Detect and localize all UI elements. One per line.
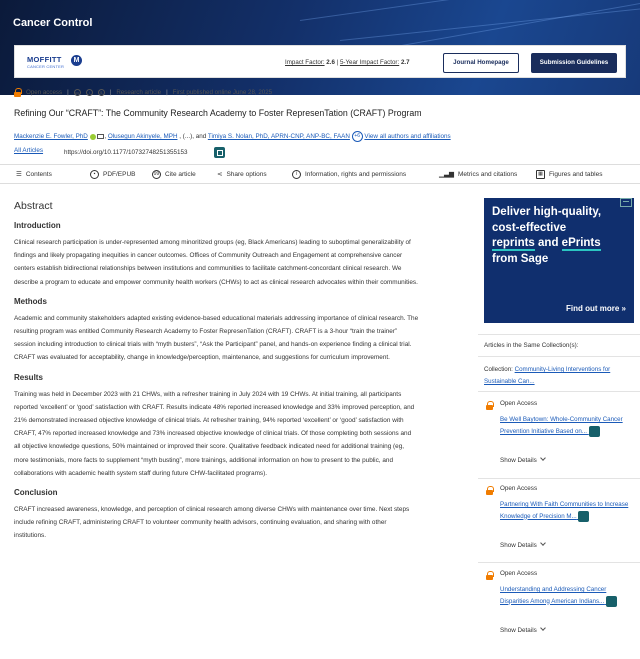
show-details-toggle[interactable] xyxy=(500,626,545,634)
results-text: Training was held in December 2023 with 21 CHWs, with a refresher training in July 2024 with 19 CHWs. At initial training, all participants reported ‘excellent’ or ‘good’ satisfaction with CRAFT. Results indicate 48% reported increased knowledge and 33% improved perception, and 21% demonstrated increased objective knowledge of clinical trials. At refresher training, 94% reported ‘excellent’ or ‘good’ satisfaction with CRAFT, 47% reported increased knowledge and 73% increased objective knowledge of clinical trials. Of those completing both sessions and all objective knowledge questions, 50% maintained or improved their score. Qualitative feedback indicated need for additional training (eg, more testimonials, more facts to supplement “myth busting”, more trainings, additional information on how to present to the public, and collaborations with academic health system staff during future CHW-facilitated programs). xyxy=(14,390,415,477)
five-year-impact-value: 2.7 xyxy=(400,59,410,66)
related-article-title: Be Well Baytown: Whole-Community Cancer Prevention Initiative Based on... xyxy=(500,416,623,435)
show-details-label: Show Details xyxy=(500,542,537,549)
author-separator: , (...), and xyxy=(179,133,207,141)
related-article-link[interactable] xyxy=(500,414,630,437)
view-all-authors-link[interactable]: View all authors and affiliations xyxy=(364,133,451,141)
cite-article-button[interactable] xyxy=(152,170,196,179)
author-list: Mackenzie E. Fowler, PhD , Olusegun Akinyele, MPH , (...), and Timiya S. Nolan, PhD, APRN-CNP, ANP-BC, FAAN +6 View all authors and affiliations xyxy=(14,133,451,141)
cc-license-icon[interactable]: cc xyxy=(75,90,80,95)
orcid-icon[interactable] xyxy=(90,134,96,140)
copy-doi-icon[interactable] xyxy=(214,147,225,158)
five-year-impact-label[interactable]: 5-Year Impact Factor: xyxy=(339,59,400,66)
abstract-heading: Abstract xyxy=(14,200,53,212)
show-details-label: Show Details xyxy=(500,627,537,634)
open-access-label: Open access xyxy=(26,89,63,96)
related-article-title: Partnering With Faith Communities to Increase Knowledge of Precision M... xyxy=(500,501,629,520)
figures-tables-button[interactable] xyxy=(536,170,602,179)
doi-link[interactable]: https://doi.org/10.1177/10732748251355153 xyxy=(64,149,188,156)
abstract-section xyxy=(14,200,419,543)
pdf-epub-button[interactable] xyxy=(90,170,136,179)
by-license-icon[interactable]: i xyxy=(86,89,93,96)
methods-text: Academic and community stakeholders adapted existing evidence-based educational materials addressing importance of clinical research. The resulting program was entitled Community Research Academy to Foster RepresenTation (CRAFT). CRAFT is a 3-hour “train the trainer” session including introduction to clinical trials with “myth busters”, “Ask the Participant” panel, and hands-on experience finding a clinical trial. CRAFT was evaluated for acceptability, change in knowledge/perception, maintenance, and suggestions for curriculum improvement. xyxy=(14,314,419,362)
chevron-down-icon xyxy=(540,455,546,461)
ad-line-2: cost-effective xyxy=(492,221,567,234)
list-item xyxy=(484,570,634,640)
collection-label: Collection: xyxy=(484,366,513,373)
table-icon: ▦ xyxy=(536,170,545,179)
submission-guidelines-button[interactable]: Submission Guidelines xyxy=(531,53,617,73)
article-type: Research article xyxy=(116,89,162,96)
introduction-heading: Introduction xyxy=(14,221,61,230)
article-title: Refining Our “CRAFT”: The Community Research Academy to Foster RepresenTation (CRAFT) Program xyxy=(14,108,422,118)
open-access-badge: Open Access xyxy=(500,400,538,407)
impact-factor-value: 2.6 xyxy=(326,59,335,66)
share-label: Share options xyxy=(226,170,267,178)
double-chevron-icon: » xyxy=(621,304,626,313)
ad-headline xyxy=(492,205,634,267)
open-access-icon xyxy=(486,571,493,580)
share-options-button[interactable] xyxy=(217,170,267,178)
collection-link[interactable]: Community-Living Interventions for Sustainable Can... xyxy=(484,366,611,385)
show-details-toggle[interactable] xyxy=(500,456,545,464)
related-article-link[interactable] xyxy=(500,584,630,607)
journal-homepage-button[interactable]: Journal Homepage xyxy=(443,53,519,73)
nc-license-icon[interactable]: $ xyxy=(98,89,105,96)
info-icon: i xyxy=(292,170,301,179)
figures-label: Figures and tables xyxy=(549,171,603,178)
menu-icon: ☰ xyxy=(16,171,22,178)
pdf-icon: ▪ xyxy=(90,170,99,179)
ad-reprints: reprints xyxy=(492,237,535,249)
ad-line-4: from Sage xyxy=(492,252,549,265)
reprints-advertisement[interactable] xyxy=(484,198,634,323)
methods-heading: Methods xyxy=(14,296,47,306)
collection-line xyxy=(484,364,634,388)
open-access-badge: Open Access xyxy=(500,485,538,492)
metrics-citations-button[interactable] xyxy=(439,170,517,178)
open-access-badge: Open Access xyxy=(500,570,538,577)
contents-label: Contents xyxy=(25,170,52,178)
related-article-title: Understanding and Addressing Cancer Disparities Among American Indians... xyxy=(500,586,607,605)
email-icon[interactable] xyxy=(97,134,104,139)
cite-label: Cite article xyxy=(165,171,196,178)
logo-text: MOFFITT xyxy=(27,55,62,64)
collection-heading: Articles in the Same Collection(s): xyxy=(484,342,579,349)
related-article-link[interactable] xyxy=(500,499,630,522)
show-details-toggle[interactable] xyxy=(500,541,545,549)
logo-subtext: CANCER CENTER xyxy=(27,64,65,69)
information-rights-button[interactable] xyxy=(292,170,406,179)
moffitt-logo[interactable] xyxy=(27,54,87,72)
journal-header-card xyxy=(14,45,626,78)
all-articles-link[interactable]: All Articles xyxy=(14,147,44,154)
metrics-label: Metrics and citations xyxy=(458,170,518,178)
find-out-more-link[interactable] xyxy=(566,304,626,313)
open-access-icon xyxy=(486,401,493,410)
list-item xyxy=(484,485,634,555)
external-icon[interactable] xyxy=(589,426,600,437)
article-toolbar xyxy=(0,164,640,184)
journal-title[interactable]: Cancer Control xyxy=(13,17,93,29)
introduction-text: Clinical research participation is under-represented among minoritized groups (eg, Black Americans) leading to suboptimal generalizability of findings and likely propagating inequities in cancer outcomes. Offices of Community Outreach and Engagement at comprehensive cancer centers establish bidirectional relationships between institutions and communities to facilitate catchment-concordant clinical research. We describe a program to educate and empower community health workers (CHWs) to act as clinical research advocates within their communities. xyxy=(14,239,418,286)
external-icon[interactable] xyxy=(606,596,617,607)
open-access-icon xyxy=(14,88,21,97)
ad-and: and xyxy=(534,237,562,249)
publication-date: First published online June 28, 2025 xyxy=(172,89,273,96)
author-link[interactable]: Olusegun Akinyele, MPH xyxy=(107,133,178,141)
contents-button[interactable] xyxy=(16,170,52,178)
info-label: Information, rights and permissions xyxy=(305,171,407,178)
article-meta: Open access | cc i $ | Research article | First published online June 28, 2025 xyxy=(14,88,272,97)
open-access-icon xyxy=(486,486,493,495)
list-item xyxy=(484,400,634,470)
ad-line-1: Deliver high-quality, xyxy=(492,206,602,218)
chevron-down-icon xyxy=(540,540,546,546)
metrics-icon: ▁▃▆ xyxy=(439,171,454,178)
impact-factor-label[interactable]: Impact Factor: xyxy=(285,59,325,66)
pdf-label: PDF/EPUB xyxy=(103,171,136,178)
impact-factor: Impact Factor: 2.6 | 5-Year Impact Factor: 2.7 xyxy=(285,59,410,66)
same-collection-panel xyxy=(478,334,640,659)
share-icon: ⋖ xyxy=(217,171,223,178)
logo-mark-icon: M xyxy=(71,55,82,66)
results-heading: Results xyxy=(14,372,43,382)
show-details-label: Show Details xyxy=(500,457,537,464)
external-icon[interactable] xyxy=(578,511,589,522)
find-out-more-label: Find out more xyxy=(565,304,620,313)
author-link[interactable]: Timiya S. Nolan, PhD, APRN-CNP, ANP-BC, FAAN xyxy=(207,133,350,141)
conclusion-text: CRAFT increased awareness, knowledge, and perception of clinical research among diverse CHWs with maintenance over time. Next steps include refining CRAFT, administering CRAFT to volunteer community health advisors, continuing evaluation, and sharing with other institutions. xyxy=(14,506,410,540)
chevron-down-icon xyxy=(540,625,546,631)
quote-icon: 99 xyxy=(153,171,160,177)
author-link[interactable]: Mackenzie E. Fowler, PhD xyxy=(14,133,88,141)
more-authors-count[interactable]: +6 xyxy=(352,131,363,142)
ad-eprints: ePrints xyxy=(561,237,601,249)
conclusion-heading: Conclusion xyxy=(14,488,58,498)
